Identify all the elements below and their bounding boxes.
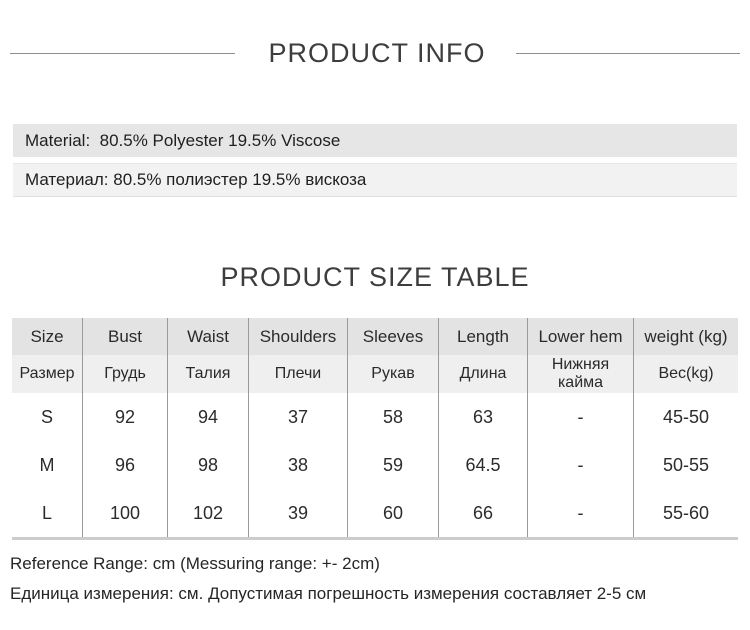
size-table-data-cell-row1: 98 — [167, 441, 248, 489]
size-table-data-cell-row2: 102 — [167, 489, 248, 537]
footnote-ru: Единица измерения: см. Допустимая погрешность измерения составляет 2-5 см — [10, 584, 647, 603]
size-table-data-cell-row2: - — [527, 489, 633, 537]
size-table-header-cell-en: Waist — [167, 318, 248, 355]
size-table-data-cell-row1: 50-55 — [633, 441, 738, 489]
size-table-data-cell-row1: 38 — [248, 441, 347, 489]
size-table-data-cell-row1: M — [12, 441, 82, 489]
size-table-data-cell-row2: 39 — [248, 489, 347, 537]
size-table-header-cell-ru: Талия — [167, 355, 248, 393]
size-table-data-cell-row2: L — [12, 489, 82, 537]
size-table-data-cell-row0: 92 — [82, 393, 167, 441]
size-table-header-cell-ru: Грудь — [82, 355, 167, 393]
page-title-product-info: PRODUCT INFO — [268, 38, 486, 68]
decorative-line-left — [10, 53, 235, 54]
size-table — [12, 318, 738, 540]
size-table-header-cell-en: Size — [12, 318, 82, 355]
size-table-header-cell-en: Shoulders — [248, 318, 347, 355]
size-table-data-cell-row2: 100 — [82, 489, 167, 537]
size-table-header-cell-en: Bust — [82, 318, 167, 355]
size-table-header-cell-en: Lower hem — [527, 318, 633, 355]
size-table-data-cell-row0: 58 — [347, 393, 438, 441]
size-table-header-cell-ru: Плечи — [248, 355, 347, 393]
size-table-header-cell-en: Sleeves — [347, 318, 438, 355]
size-table-data-cell-row0: S — [12, 393, 82, 441]
material-bar-ru: Материал: 80.5% полиэстер 19.5% вискоза — [13, 163, 737, 197]
size-table-data-cell-row0: 37 — [248, 393, 347, 441]
size-table-data-cell-row0: - — [527, 393, 633, 441]
size-table-data-cell-row0: 45-50 — [633, 393, 738, 441]
product-info-header — [0, 38, 750, 69]
size-table-header-cell-ru: Нижняя кайма — [527, 355, 633, 393]
size-table-header-cell-ru: Вес(kg) — [633, 355, 738, 393]
page-title-size-table: PRODUCT SIZE TABLE — [220, 262, 530, 292]
size-table-data-cell-row0: 94 — [167, 393, 248, 441]
size-table-data-cell-row2: 55-60 — [633, 489, 738, 537]
size-table-data-cell-row1: 59 — [347, 441, 438, 489]
size-table-header-cell-ru: Длина — [438, 355, 527, 393]
size-table-data-cell-row1: 64.5 — [438, 441, 527, 489]
size-table-data-cell-row1: 96 — [82, 441, 167, 489]
size-table-header-cell-en: Length — [438, 318, 527, 355]
size-table-header-cell-en: weight (kg) — [633, 318, 738, 355]
footnote-en: Reference Range: cm (Messuring range: +- 2cm) — [10, 554, 380, 573]
material-bar-en: Material: 80.5% Polyester 19.5% Viscose — [13, 124, 737, 157]
size-table-data-cell-row1: - — [527, 441, 633, 489]
size-table-data-cell-row0: 63 — [438, 393, 527, 441]
size-table-data-cell-row2: 66 — [438, 489, 527, 537]
size-table-header — [0, 262, 750, 293]
size-table-data-cell-row2: 60 — [347, 489, 438, 537]
decorative-line-right — [516, 53, 741, 54]
size-table-header-cell-ru: Размер — [12, 355, 82, 393]
size-table-header-cell-ru: Рукав — [347, 355, 438, 393]
